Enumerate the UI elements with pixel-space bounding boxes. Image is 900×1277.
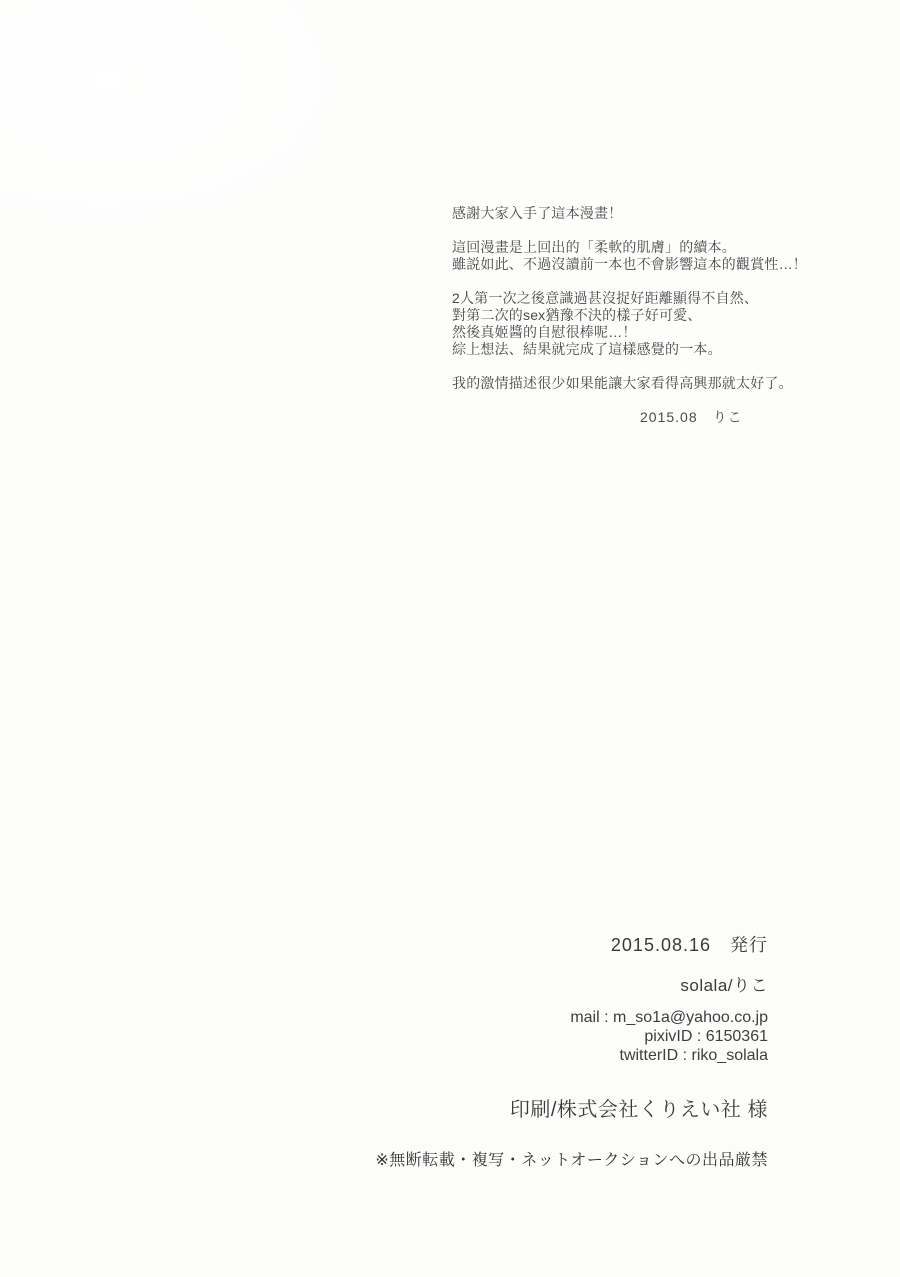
afterword-line: 這回漫畫是上回出的「柔軟的肌膚」的續本。 <box>452 239 736 255</box>
publish-date: 2015.08.16 発行 <box>610 935 768 955</box>
contact-info <box>570 1008 768 1065</box>
afterword-line: 然後真姬醬的自慰很棒呢…！ <box>452 324 637 340</box>
printer-credit: 印刷/株式会社くりえい社 様 <box>509 1099 768 1121</box>
afterword-line: 綜上想法、結果就完成了這樣感覺的一本。 <box>452 341 722 357</box>
mail-line: mail : m_so1a@yahoo.co.jp <box>570 1009 768 1026</box>
pixiv-id-line: pixivID : 6150361 <box>644 1028 768 1045</box>
afterword-signature: 2015.08 りこ <box>640 409 743 425</box>
afterword-line: 對第二次的sex猶豫不決的樣子好可愛、 <box>452 307 702 323</box>
copyright-notice: ※無断転載・複写・ネットオークションへの出品厳禁 <box>375 1152 768 1169</box>
afterword-line: 我的激情描述很少如果能讓大家看得高興那就太好了。 <box>452 375 793 391</box>
afterword-line: 2人第一次之後意識過甚沒捉好距離顯得不自然、 <box>452 290 759 306</box>
circle-author-name: solala/りこ <box>680 976 768 995</box>
afterword-line: 感謝大家入手了這本漫畫！ <box>452 205 623 221</box>
afterword-line: 雖説如此、不過沒讀前一本也不會影響這本的觀賞性…！ <box>452 256 807 272</box>
twitter-id-line: twitterID : riko_solala <box>619 1047 768 1064</box>
